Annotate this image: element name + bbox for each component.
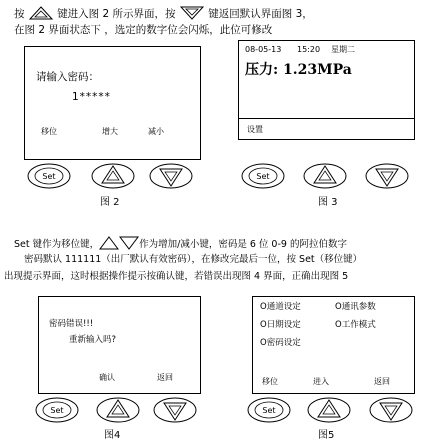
fig4-error-screen	[38, 296, 201, 394]
date-display: 08-05-13	[245, 45, 282, 54]
password-digits: 1*****	[72, 91, 111, 103]
up-button[interactable]	[302, 162, 348, 190]
weekday-display: 星期二	[331, 45, 355, 54]
fig3-caption: 图 3	[318, 197, 338, 208]
menu-item-comm[interactable]: O通讯参数	[335, 302, 376, 312]
down-button[interactable]	[152, 396, 198, 424]
up-arrow-icon	[28, 6, 54, 20]
password-prompt: 请输入密码：	[36, 71, 99, 83]
middle-line-3: 出现提示界面，这时根据操作提示按确认键，若错误出现图 4 界面，正确出现图 5	[4, 271, 349, 282]
menu-item-channel[interactable]: O通道设定	[260, 302, 301, 312]
middle-text: 作为增加/减小键，密码是 6 位 0-9 的阿拉伯数字	[139, 239, 347, 250]
fig2-caption: 图 2	[100, 197, 120, 208]
settings-label: 设置	[247, 125, 263, 134]
softkey-shift-label: 移位	[41, 127, 57, 136]
set-button[interactable]	[246, 396, 292, 424]
back-label: 返回	[157, 373, 173, 382]
intro-text: 键进入图 2 所示界面，按	[57, 8, 176, 20]
down-button[interactable]	[148, 162, 194, 190]
softkey-increase-label: 增大	[102, 127, 118, 136]
error-message: 密码错误!!!	[49, 319, 94, 329]
softkey-decrease-label: 减小	[148, 127, 164, 136]
set-button-label: Set	[256, 172, 270, 181]
pressure-value: 1.23MPa	[283, 62, 352, 78]
set-button-label: Set	[50, 406, 64, 415]
down-arrow-icon	[179, 6, 205, 20]
softkey-enter-label: 进入	[313, 377, 329, 386]
up-button[interactable]	[306, 396, 352, 424]
middle-line-2: 密码默认 111111（出厂默认有效密码），在修改完最后一位，按 Set（移位键）	[24, 254, 363, 265]
divider	[239, 118, 414, 119]
set-button[interactable]	[26, 162, 72, 190]
pressure-label: 压力:	[245, 62, 279, 78]
up-button[interactable]	[95, 396, 141, 424]
up-arrow-icon	[90, 162, 136, 190]
middle-text: Set 键作为移位键，	[14, 239, 100, 250]
set-button-label: Set	[262, 406, 276, 415]
fig4-caption: 图4	[104, 430, 121, 441]
down-button[interactable]	[368, 396, 414, 424]
down-arrow-icon	[368, 396, 414, 424]
set-button-label: Set	[42, 172, 56, 181]
intro-text: 键返回默认界面图 3，	[208, 8, 313, 20]
up-button[interactable]	[90, 162, 136, 190]
fig3-default-screen	[238, 40, 415, 140]
up-arrow-icon	[95, 396, 141, 424]
up-down-arrows-icon	[99, 236, 139, 250]
fig5-menu-screen	[252, 296, 415, 394]
intro-line-1	[14, 6, 313, 21]
set-button[interactable]	[240, 162, 286, 190]
up-arrow-icon	[306, 396, 352, 424]
fig2-password-screen	[24, 46, 201, 160]
menu-item-mode[interactable]: O工作模式	[335, 320, 376, 330]
intro-line-2: 在图 2 界面状态下 ，选定的数字位会闪烁，此位可修改	[14, 24, 273, 36]
softkey-shift-label: 移位	[262, 377, 278, 386]
down-arrow-icon	[152, 396, 198, 424]
up-arrow-icon	[302, 162, 348, 190]
time-display: 15:20	[297, 45, 321, 54]
intro-text: 按	[14, 8, 25, 20]
menu-item-password[interactable]: O密码设定	[260, 338, 301, 348]
menu-item-date[interactable]: O日期设定	[260, 320, 301, 330]
down-button[interactable]	[364, 162, 410, 190]
softkey-back-label: 返回	[374, 377, 390, 386]
set-button[interactable]	[34, 396, 80, 424]
confirm-label: 确认	[99, 373, 115, 382]
down-arrow-icon	[364, 162, 410, 190]
fig5-caption: 图5	[318, 430, 335, 441]
middle-line-1	[14, 236, 347, 251]
down-arrow-icon	[148, 162, 194, 190]
pressure-readout	[245, 61, 352, 79]
retry-prompt: 重新输入吗?	[69, 335, 117, 345]
